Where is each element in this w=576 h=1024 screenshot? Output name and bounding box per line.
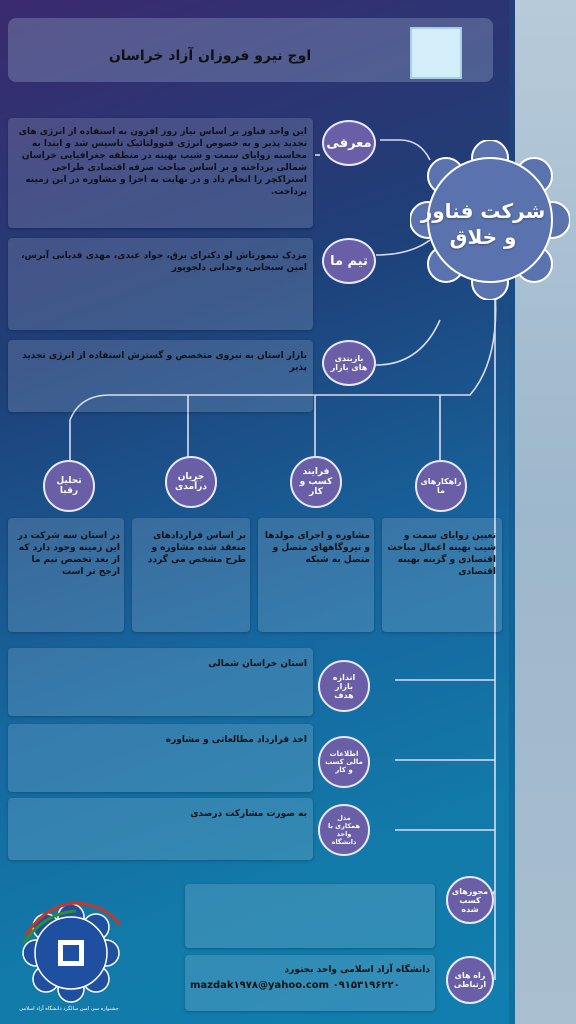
university-logo-icon bbox=[16, 895, 126, 1015]
page-title: اوج نیرو فروزان آزاد خراسان bbox=[108, 48, 312, 64]
financial-text: اخذ قرارداد مطالعاتی و مشاوره bbox=[165, 735, 307, 745]
market-size-circle[interactable]: اندازه بازار هدف bbox=[318, 660, 370, 712]
licenses-box bbox=[185, 884, 435, 948]
contact-circle[interactable]: راه های ارتباطی bbox=[446, 956, 494, 1004]
contact-line1: دانشگاه آزاد اسلامی واحد بجنورد bbox=[284, 965, 430, 975]
team-circle[interactable]: تیم ما bbox=[322, 238, 376, 284]
competitors-text: در استان سه شرکت در این زمینه وجود دارد که از بعد تخصص تیم ما ارجح تر است bbox=[17, 531, 120, 577]
competitors-circle[interactable]: تحلیل رقبا bbox=[43, 460, 95, 512]
segments-circle[interactable]: بازبندی های بازار bbox=[322, 340, 376, 386]
logo-caption: جشنواره سی امین سالگرد دانشگاه آزاد اسلامی bbox=[19, 1006, 119, 1012]
hub-label: شرکت فناور و خلاق bbox=[420, 199, 546, 249]
market-size-text: استان خراسان شمالی bbox=[208, 659, 307, 669]
team-text: مزدک تیمورتاش لو دکترای برق، جواد عبدی، مهدی قدیانی آبرس، امین سبحانی، وحدانی دلجو‌پور bbox=[21, 251, 307, 273]
intro-circle[interactable]: معرفی bbox=[322, 120, 376, 166]
revenue-circle[interactable]: جریان درآمدی bbox=[165, 456, 217, 508]
licenses-circle[interactable]: مجوزهای کسب شده bbox=[446, 876, 494, 924]
cooperation-circle[interactable]: مدل همکاری با واحد دانشگاه bbox=[318, 804, 370, 856]
financial-circle[interactable]: اطلاعات مالی کسب و کار bbox=[318, 736, 370, 788]
process-text: مشاوره و اجرای مولدها و نیروگاههای متصل و متصل به شبکه bbox=[264, 531, 370, 565]
contact-line2: mazdak۱۹۷۸@yahoo.com ۰۹۱۵۳۱۹۶۲۲۰ bbox=[190, 980, 400, 991]
segments-text: بازار استان به نیروی متخصص و گسترش استفاده از انرژی تجدید پذیر bbox=[22, 351, 307, 373]
intro-text: این واحد فناور بر اساس نیاز روز افزون به استفاده از انرژی های تجدید پذیر و به خصوص انرژی فتوولتائیک تاسیس شد و ابتدا به محاسبه زوایای سمت و شیب بهینه در منطقه جغرافیایی خراسان شمالی پرداخته و بر اساس مباحث صرفه اقتصادی طراحی استراکچر را انجام داد و در نهایت به اجرا و مشاوره در این زمینه پرداخت. bbox=[18, 127, 307, 197]
solutions-circle[interactable]: راهکارهای ما bbox=[415, 460, 467, 512]
cooperation-text: به صورت مشارکت درصدی bbox=[190, 809, 307, 819]
process-circle[interactable]: فرایند کسب و کار bbox=[290, 456, 342, 508]
header-square bbox=[410, 27, 462, 79]
solutions-text: تعیین زوایای سمت و شیب بهینه اعمال مباحث اقتصادی و گزینه بهینه اقتصادی bbox=[387, 531, 496, 577]
revenue-text: بر اساس قراردادهای منعقد شده مشاوره و طرح مشخص می گردد bbox=[147, 531, 246, 565]
